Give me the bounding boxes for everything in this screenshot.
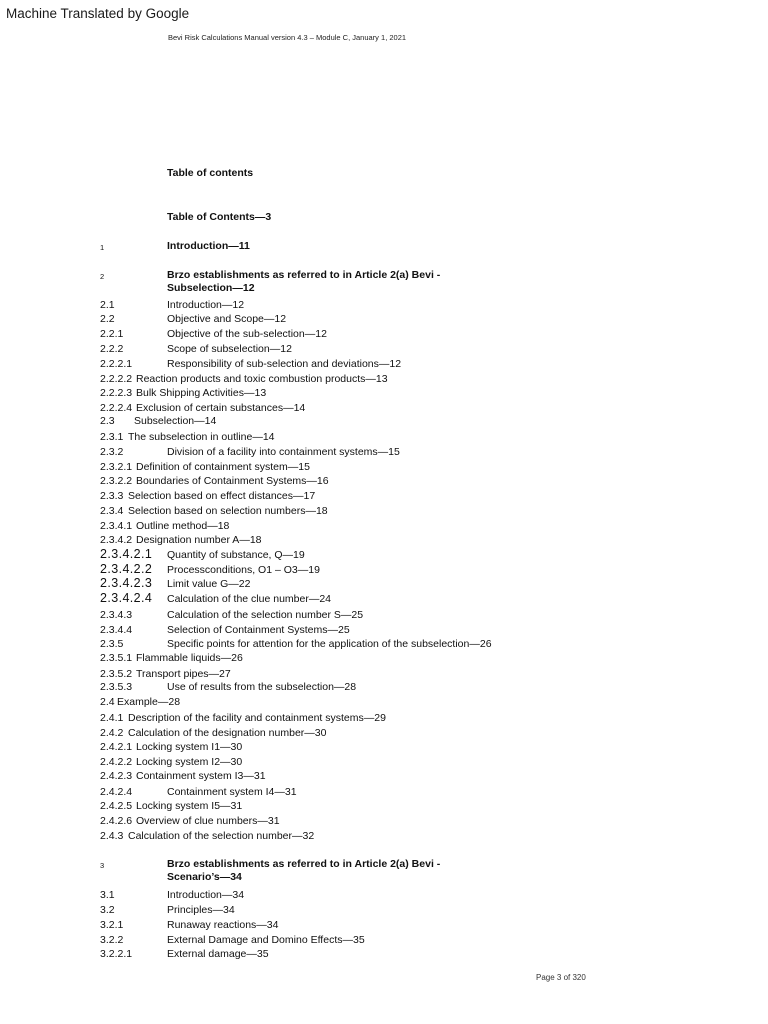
toc-entry-title: Flammable liquids—26 bbox=[136, 652, 243, 664]
toc-entry-title-continuation: Scenario’s—34 bbox=[167, 871, 242, 883]
toc-entry-title: Boundaries of Containment Systems—16 bbox=[136, 475, 329, 487]
toc-entry-number: 2.4.3 bbox=[100, 830, 124, 842]
toc-entry-title: Runaway reactions—34 bbox=[167, 919, 279, 931]
toc-entry-title: Calculation of the selection number—32 bbox=[128, 830, 315, 842]
toc-entry-title: External Damage and Domino Effects—35 bbox=[167, 934, 365, 946]
toc-entry-title: Selection based on effect distances—17 bbox=[128, 490, 316, 502]
toc-entry-number: 2.4.2.1 bbox=[100, 741, 133, 753]
toc-entry-number: 2.4 bbox=[100, 696, 115, 708]
toc-subheading: Table of Contents—3 bbox=[167, 211, 272, 223]
toc-entry-title: Containment system I4—31 bbox=[167, 786, 297, 798]
toc-entry-number: 2.3.4.4 bbox=[100, 624, 133, 636]
toc-entry-title: Principles—34 bbox=[167, 904, 235, 916]
toc-entry-title: Specific points for attention for the application of the subselection—26 bbox=[167, 638, 492, 650]
toc-entry-title: Overview of clue numbers—31 bbox=[136, 815, 280, 827]
toc-entry-title: Selection of Containment Systems—25 bbox=[167, 624, 350, 636]
toc-entry-title: Subselection—14 bbox=[134, 415, 217, 427]
toc-entry-number: 2.3.5.2 bbox=[100, 668, 133, 680]
toc-entry-number: 2.2.2.3 bbox=[100, 387, 133, 399]
toc-entry-title: Limit value G—22 bbox=[167, 578, 251, 590]
toc-entry-number: 3.2.2 bbox=[100, 934, 124, 946]
toc-entry-number: 2.3.5.3 bbox=[100, 681, 133, 693]
toc-entry-number: 2.1 bbox=[100, 299, 115, 311]
toc-entry-number: 2.3.4.2 bbox=[100, 534, 133, 546]
toc-entry-number: 2.4.2.3 bbox=[100, 770, 133, 782]
toc-entry-number: 2.3.4 bbox=[100, 505, 124, 517]
toc-entry-number: 2.2.2.2 bbox=[100, 373, 133, 385]
toc-entry-title: Introduction—11 bbox=[167, 240, 250, 252]
toc-entry-title: Scope of subselection—12 bbox=[167, 343, 292, 355]
toc-entry-title: Calculation of the selection number S—25 bbox=[167, 609, 364, 621]
toc-entry-number: 3.2 bbox=[100, 904, 115, 916]
toc-entry-title: Quantity of substance, Q—19 bbox=[167, 549, 305, 561]
toc-entry-number: 2.3.4.2.4 bbox=[100, 591, 153, 605]
toc-entry-number: 2.3.5.1 bbox=[100, 652, 133, 664]
toc-entry-title: Bulk Shipping Activities—13 bbox=[136, 387, 267, 399]
toc-entry-title-continuation: Subselection—12 bbox=[167, 282, 255, 294]
toc-entry-title: Processconditions, O1 – O3—19 bbox=[167, 564, 320, 576]
toc-entry-number: 2.3.4.2.2 bbox=[100, 562, 153, 576]
toc-entry-number: 2.3.3 bbox=[100, 490, 124, 502]
toc-entry-number: 2.3 bbox=[100, 415, 115, 427]
toc-entry-title: Definition of containment system—15 bbox=[136, 461, 310, 473]
toc-entry-number: 2.2.2.1 bbox=[100, 358, 133, 370]
toc-entry-title: Division of a facility into containment systems—15 bbox=[167, 446, 400, 458]
toc-entry-title: The subselection in outline—14 bbox=[128, 431, 275, 443]
toc-entry-number: 2.2.2.4 bbox=[100, 402, 133, 414]
toc-entry-title: Outline method—18 bbox=[136, 520, 230, 532]
toc-entry-number: 2.3.2.2 bbox=[100, 475, 133, 487]
toc-entry-number: 2 bbox=[100, 272, 105, 281]
toc-entry-title: Locking system I5—31 bbox=[136, 800, 243, 812]
toc-entry-number: 2.3.4.2.3 bbox=[100, 576, 153, 590]
toc-entry-number: 2.2.1 bbox=[100, 328, 124, 340]
toc-entry-title: Designation number A—18 bbox=[136, 534, 262, 546]
toc-entry-title: Use of results from the subselection—28 bbox=[167, 681, 357, 693]
toc-entry-number: 2.3.4.3 bbox=[100, 609, 133, 621]
running-header: Bevi Risk Calculations Manual version 4.3 – Module C, January 1, 2021 bbox=[168, 33, 407, 42]
toc-entry-number: 2.2 bbox=[100, 313, 115, 325]
toc-entry-title: Containment system I3—31 bbox=[136, 770, 266, 782]
toc-entry-number: 3 bbox=[100, 861, 105, 870]
toc-entry-title: Objective and Scope—12 bbox=[167, 313, 287, 325]
toc-entry-title: Responsibility of sub-selection and deviations—12 bbox=[167, 358, 402, 370]
toc-entry-number: 2.2.2 bbox=[100, 343, 124, 355]
toc-entry-number: 2.3.2.1 bbox=[100, 461, 133, 473]
toc-entry-number: 2.3.5 bbox=[100, 638, 124, 650]
toc-entry-number: 2.3.2 bbox=[100, 446, 124, 458]
toc-entry-title: Locking system I1—30 bbox=[136, 741, 243, 753]
toc-entry-title: Exclusion of certain substances—14 bbox=[136, 402, 306, 414]
toc-entry-number: 2.4.2.2 bbox=[100, 756, 133, 768]
toc-entry-title: Calculation of the clue number—24 bbox=[167, 593, 332, 605]
toc-entry-title: External damage—35 bbox=[167, 948, 269, 960]
toc-entry-number: 2.3.1 bbox=[100, 431, 124, 443]
toc-entry-number: 1 bbox=[100, 243, 105, 252]
toc-entry-number: 2.3.4.2.1 bbox=[100, 547, 153, 561]
toc-entry-number: 2.4.2 bbox=[100, 727, 124, 739]
toc-entry-title: Calculation of the designation number—30 bbox=[128, 727, 327, 739]
toc-heading: Table of contents bbox=[167, 167, 254, 179]
toc-entry-title: Description of the facility and containment systems—29 bbox=[128, 712, 386, 724]
toc-entry-title: Locking system I2—30 bbox=[136, 756, 243, 768]
toc-entry-title: Example—28 bbox=[117, 696, 181, 708]
machine-translation-banner: Machine Translated by Google bbox=[6, 6, 190, 21]
toc-entry-number: 2.4.2.5 bbox=[100, 800, 133, 812]
toc-entry-title: Brzo establishments as referred to in Article 2(a) Bevi - bbox=[167, 858, 441, 870]
toc-entry-title: Transport pipes—27 bbox=[136, 668, 231, 680]
toc-entry-title: Introduction—12 bbox=[167, 299, 245, 311]
toc-entry-number: 2.4.2.6 bbox=[100, 815, 133, 827]
toc-entry-number: 3.2.1 bbox=[100, 919, 124, 931]
toc-entry-title: Reaction products and toxic combustion products—13 bbox=[136, 373, 388, 385]
toc-entry-title: Objective of the sub-selection—12 bbox=[167, 328, 327, 340]
toc-entry-title: Introduction—34 bbox=[167, 889, 245, 901]
toc-entry-number: 2.3.4.1 bbox=[100, 520, 133, 532]
toc-entry-number: 3.1 bbox=[100, 889, 115, 901]
page-footer: Page 3 of 320 bbox=[536, 973, 586, 982]
toc-entry-title: Brzo establishments as referred to in Article 2(a) Bevi - bbox=[167, 269, 441, 281]
toc-entry-number: 3.2.2.1 bbox=[100, 948, 133, 960]
toc-entry-number: 2.4.1 bbox=[100, 712, 124, 724]
toc-entry-number: 2.4.2.4 bbox=[100, 786, 133, 798]
toc-entry-title: Selection based on selection numbers—18 bbox=[128, 505, 328, 517]
